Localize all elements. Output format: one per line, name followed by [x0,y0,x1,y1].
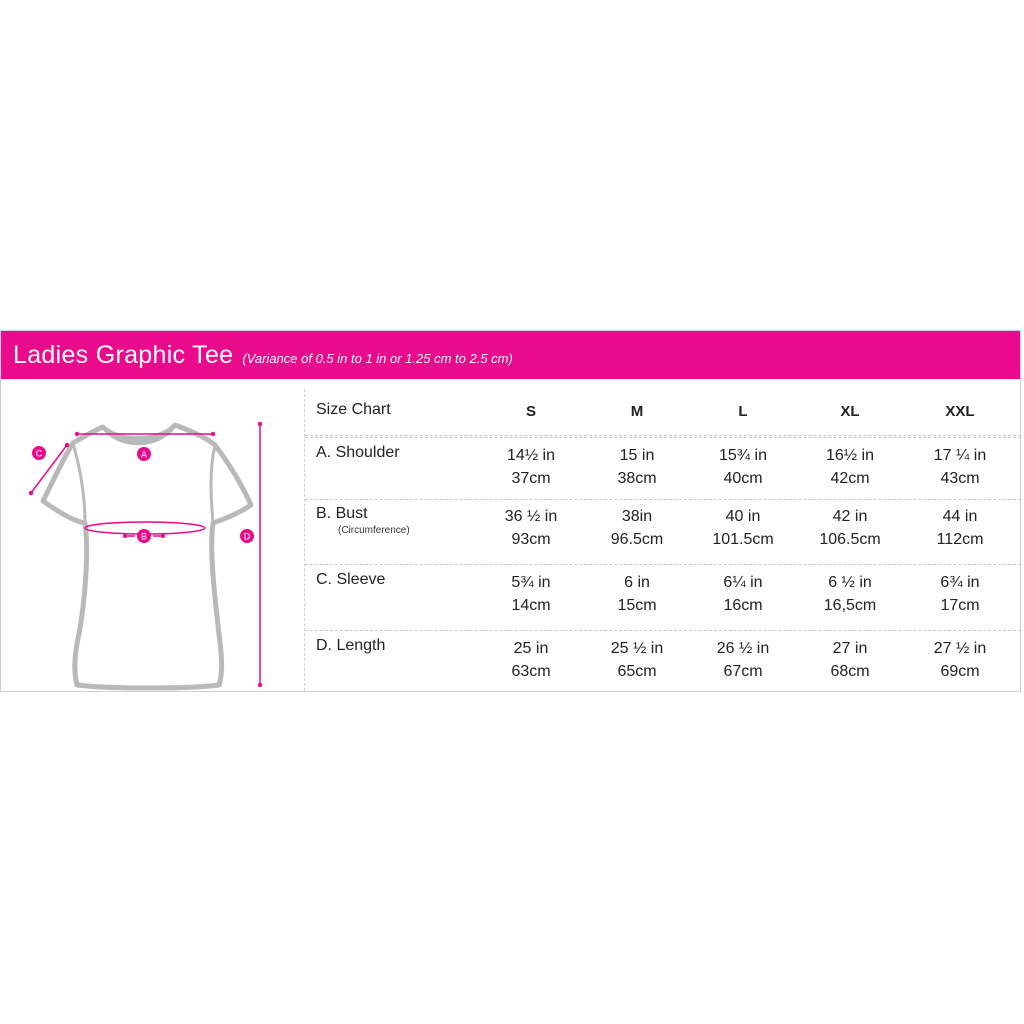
table-header-row [305,389,1021,436]
product-title: Ladies Graphic Tee [13,340,234,369]
table-cell: 6 ½ in 16,5cm [823,574,877,614]
size-header-xl: XL [840,403,860,420]
marker-a [137,447,151,461]
table-cell: 38in 96.5cm [610,508,664,548]
marker-d [240,529,254,543]
row-label: D. Length [316,637,386,654]
table-cell: 36 ½ in 93cm [504,508,558,548]
tshirt-measurement-illustration [1,379,301,691]
marker-b-letter: B [140,531,148,542]
table-cell: 25 ½ in 65cm [610,640,664,680]
table-cell: 14½ in 37cm [506,447,556,487]
row-label: A. Shoulder [316,444,400,461]
table-row-sleeve [305,565,1021,631]
marker-c-letter: C [35,448,43,459]
table-cell: 15¾ in 40cm [718,447,768,487]
table-cell: 5¾ in 14cm [511,574,551,614]
size-header-m: M [630,403,644,420]
bust-label: B. Bust [316,505,368,522]
size-table [304,389,1021,691]
marker-a-letter: A [140,449,148,460]
marker-c [32,446,46,460]
row-label: C. Sleeve [316,571,386,588]
row-label [305,499,477,564]
size-header-s: S [525,403,536,420]
size-chart-card [0,330,1021,692]
size-header-xxl: XXL [945,403,975,420]
table-cell: 25 in 63cm [511,640,551,680]
size-chart-label: Size Chart [316,401,391,418]
title-banner [1,331,1020,379]
table-cell: 40 in 101.5cm [712,508,774,548]
table-cell: 6 in 15cm [617,574,657,614]
table-cell: 27 ½ in 69cm [933,640,987,680]
table-cell: 6¼ in 16cm [723,574,763,614]
table-cell: 26 ½ in 67cm [716,640,770,680]
table-row-bust [305,499,1021,565]
tshirt-diagram [1,379,301,691]
table-cell: 42 in 106.5cm [819,508,881,548]
table-cell: 16½ in 42cm [825,447,875,487]
size-header-l: L [738,403,748,420]
bust-sublabel: (Circumference) [338,525,410,536]
table-cell: 17 ¼ in 43cm [933,447,987,487]
tshirt-outline [43,425,251,688]
table-cell: 15 in 38cm [617,447,657,487]
variance-note: (Variance of 0.5 in to 1 in or 1.25 cm to 2.5 cm) [242,350,513,366]
table-row-length [305,631,1021,691]
table-row-shoulder [305,437,1021,500]
table-cell: 44 in 112cm [936,508,984,548]
table-cell: 27 in 68cm [830,640,870,680]
marker-d-letter: D [243,531,251,542]
table-cell: 6¾ in 17cm [940,574,980,614]
